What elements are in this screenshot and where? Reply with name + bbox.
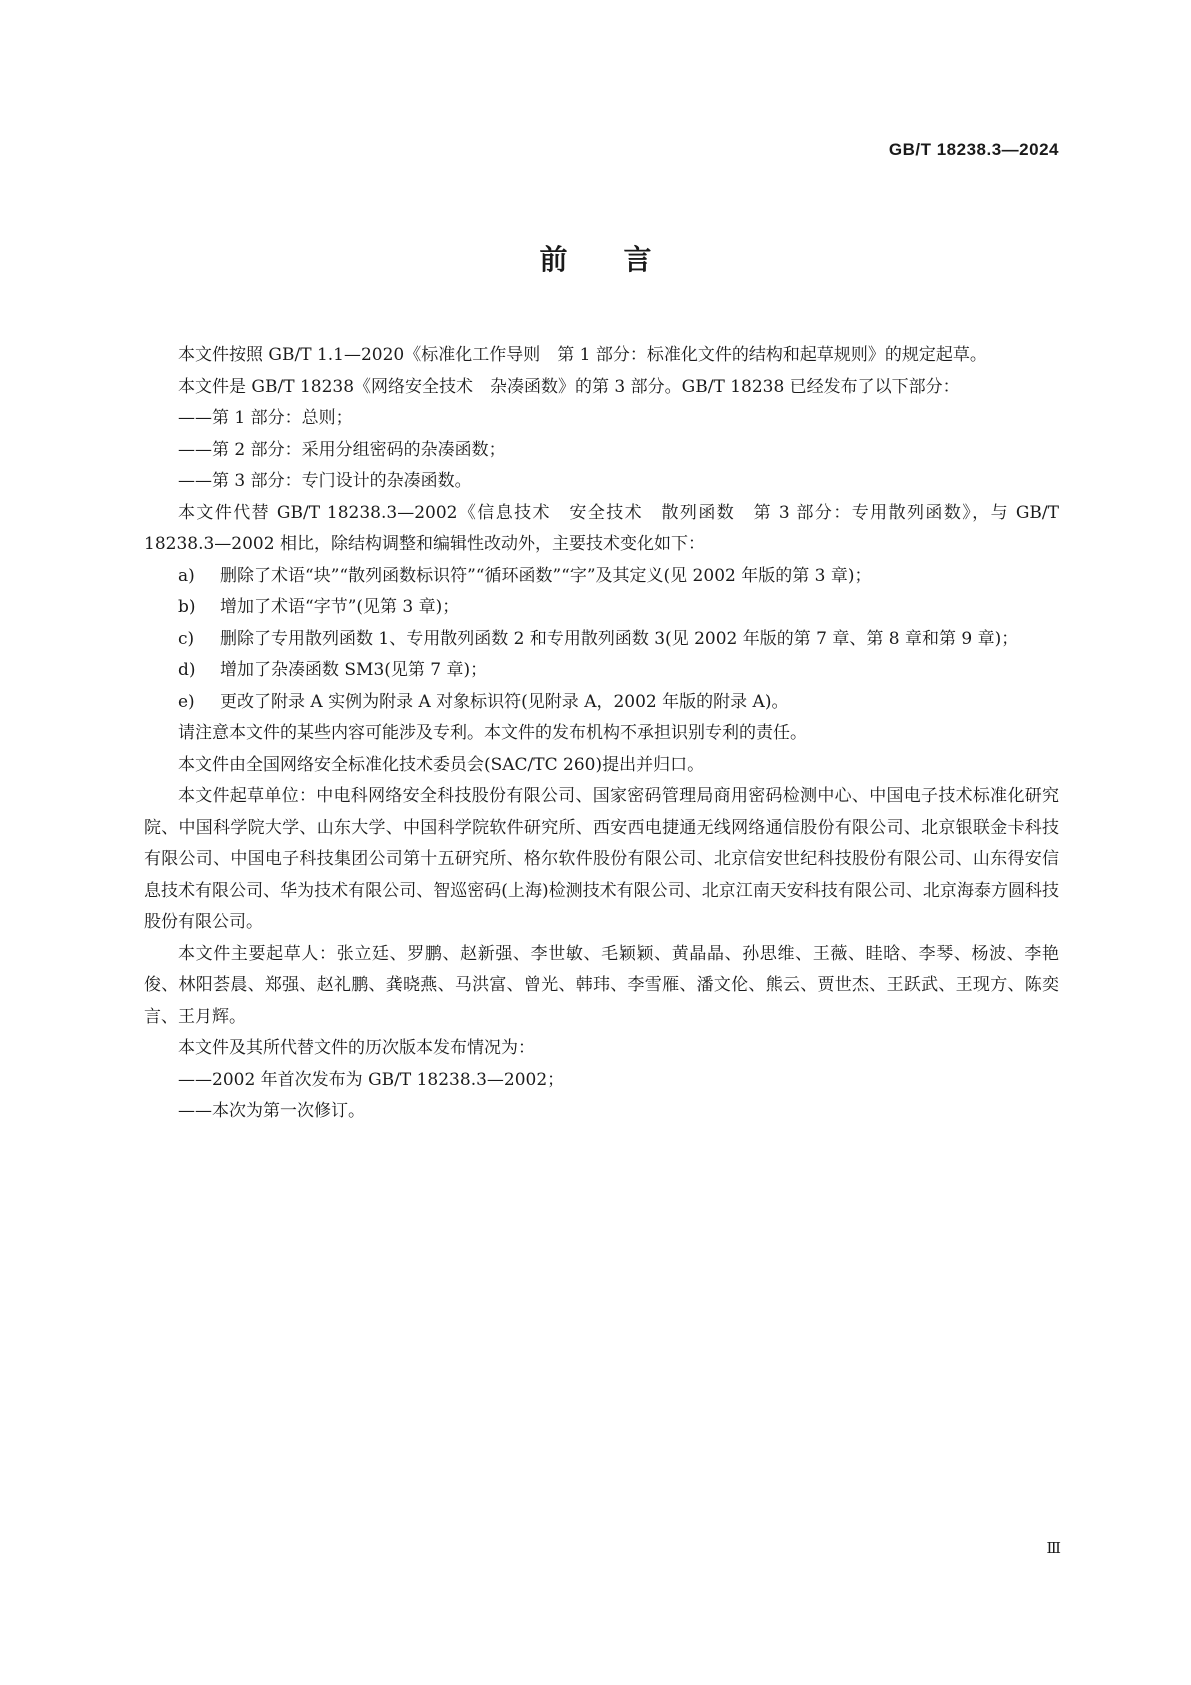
list-item-part-3: ——第 3 部分：专门设计的杂凑函数。 xyxy=(178,471,472,491)
change-item-text: 更改了附录 A 实例为附录 A 对象标识符(见附录 A，2002 年版的附录 A)。 xyxy=(220,691,789,712)
change-item xyxy=(144,687,1059,719)
change-item-text: 删除了专用散列函数 1、专用散列函数 2 和专用散列函数 3(见 2002 年版的第 7 章、第 8 章和第 9 章)； xyxy=(220,628,1019,649)
change-item xyxy=(144,561,1059,593)
page-number: Ⅲ xyxy=(1046,1539,1061,1557)
list-item-history-2: ——本次为第一次修订。 xyxy=(178,1101,365,1121)
change-item-mark: d) xyxy=(178,660,196,680)
paragraph-history-intro: 本文件及其所代替文件的历次版本发布情况为： xyxy=(178,1038,535,1058)
foreword-body xyxy=(144,340,1059,1128)
change-item-text: 增加了杂凑函数 SM3(见第 7 章)； xyxy=(220,660,488,680)
list-item-history-1: ——2002 年首次发布为 GB/T 18238.3—2002； xyxy=(178,1069,565,1090)
list-item-part-2: ——第 2 部分：采用分组密码的杂凑函数； xyxy=(178,439,506,460)
change-item xyxy=(144,624,1059,656)
paragraph-drafting-units: 本文件起草单位：中电科网络安全科技股份有限公司、国家密码管理局商用密码检测中心、中国电子技术标准化研究院、中国科学院大学、山东大学、中国科学院软件研究所、西安西电捷通无线网络通信股份有限公司、北京银联金卡科技有限公司、中国电子科技集团公司第十五研究所、格尔软件股份有限公司、北京信安世纪科技股份有限公司、山东得安信息技术有限公司、华为技术有限公司、智巡密码(上海)检测技术有限公司、北京江南天安科技有限公司、北京海泰方圆科技股份有限公司。 xyxy=(144,786,1059,932)
standard-number: GB/T 18238.3—2024 xyxy=(888,140,1059,159)
change-item xyxy=(144,592,1059,624)
change-item-mark: e) xyxy=(178,691,195,712)
paragraph-drafters: 本文件主要起草人：张立廷、罗鹏、赵新强、李世敏、毛颖颖、黄晶晶、孙思维、王薇、眭晗、李琴、杨波、李艳俊、林阳荟晨、郑强、赵礼鹏、龚晓燕、马洪富、曾光、韩玮、李雪雁、潘文伦、熊云、贾世杰、王跃武、王现方、陈奕言、王月辉。 xyxy=(144,943,1059,1027)
change-item-mark: a) xyxy=(178,565,195,586)
paragraph-series-info: 本文件是 GB/T 18238《网络安全技术 杂凑函数》的第 3 部分。GB/T 18238 已经发布了以下部分： xyxy=(178,376,960,397)
paragraph-patent-notice: 请注意本文件的某些内容可能涉及专利。本文件的发布机构不承担识别专利的责任。 xyxy=(178,723,807,743)
change-item-text: 删除了术语“块”“散列函数标识符”“循环函数”“字”及其定义(见 2002 年版的第 3 章)； xyxy=(220,565,872,586)
change-item-mark: b) xyxy=(178,597,196,617)
paragraph-drafting-rules: 本文件按照 GB/T 1.1—2020《标准化工作导则 第 1 部分：标准化文件的结构和起草规则》的规定起草。 xyxy=(178,345,987,365)
paragraph-replacement: 本文件代替 GB/T 18238.3—2002《信息技术 安全技术 散列函数 第 3 部分：专用散列函数》，与 GB/T 18238.3—2002 相比，除结构调整和编辑性改动外，主要技术变化如下： xyxy=(144,502,1059,554)
list-item-part-1: ——第 1 部分：总则； xyxy=(178,408,353,428)
change-item-text: 增加了术语“字节”(见第 3 章)； xyxy=(220,597,460,617)
change-item-mark: c) xyxy=(178,628,195,649)
change-item xyxy=(144,655,1059,687)
page-title: 前言 xyxy=(539,243,708,276)
paragraph-committee: 本文件由全国网络安全标准化技术委员会(SAC/TC 260)提出并归口。 xyxy=(178,754,705,775)
